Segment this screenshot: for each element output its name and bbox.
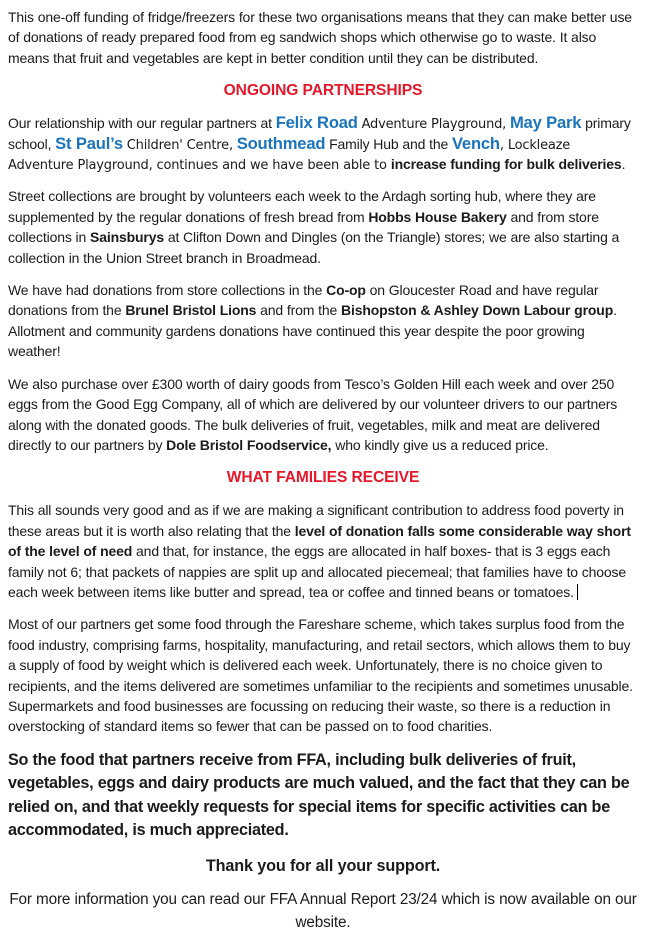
text-cursor	[577, 584, 579, 600]
text-segment: at Clifton Down and Dingles (on the Triangle) stores; we are also starting a collection in the Union Street branch in Broadmead.	[8, 229, 620, 266]
text-segment: Street collections are brought by volunteers each week to the Ardagh sorting hub, where they are supplemented by the regular donations of fresh bread from	[8, 188, 596, 225]
text-segment: increase funding for bulk deliveries	[390, 156, 622, 173]
text-segment: .	[621, 156, 626, 173]
text-segment: This one-off funding of fridge/freezers for these two organisations means that they can make better use of donations of ready prepared food from eg sandwich shops which otherwise go to waste. It also means that fruit and vegetables are kept in better condition until they can be distributed.	[8, 9, 632, 66]
heading-ongoing-partnerships: ONGOING PARTNERSHIPS	[223, 82, 423, 100]
paragraph-regular-partners	[8, 113, 638, 174]
text-segment: May Park	[509, 113, 582, 133]
text-segment: Our relationship with our regular partners at	[8, 115, 276, 132]
paragraph-ffa-summary	[8, 749, 638, 843]
text-segment: Co-op	[326, 282, 366, 299]
text-segment: This all sounds very good and as if we are making a significant contribution to address food poverty in these areas but it is worth also relating that the	[8, 502, 624, 539]
text-segment: Dole Bristol Foodservice,	[166, 436, 332, 453]
text-segment: For more information you can read our FFA Annual Report 23/24 which is now available on our website.	[9, 891, 637, 932]
text-segment: . Allotment and community gardens donations have continued this year despite the poor growing weather!	[8, 302, 617, 360]
article-body	[8, 7, 638, 934]
text-segment: Bishopston & Ashley Down Labour group	[341, 302, 614, 319]
text-segment: , Lockleaze Adventure Playground, continues and we have been able to	[8, 137, 571, 174]
text-segment: who kindly give us a reduced price.	[331, 436, 549, 453]
text-segment: and from store collections in	[8, 208, 599, 246]
text-segment: We have had donations from store collections in the	[8, 282, 327, 299]
text-segment: Hobbs House Bakery	[368, 208, 507, 225]
text-segment: and that, for instance, the eggs are allocated in half boxes- that is 3 eggs each family not 6; that packets of nappies are split up and allocated piecemeal; that families have to choose each week between items like butter and spread, tea or coffee and tinned beans or tomatoes.	[8, 543, 627, 600]
text-segment: Brunel Bristol Lions	[125, 302, 257, 319]
text-segment: on Gloucester Road and have regular donations from the	[8, 282, 599, 319]
paragraph-fridge-funding	[8, 7, 638, 68]
text-segment: Most of our partners get some food through the Fareshare scheme, which takes surplus food from the food industry, comprising farms, hospitality, manufacturing, and retail sectors, which allows them to buy a supply of food by weight which is delivered each week. Unfortunately, there is no choice given to recipients, and the items delivered are sometimes unfamiliar to the recipients and sometimes unusable. Supermarkets and food businesses are focussing on reducing their waste, so there is a reduction in overstocking of standard items so fewer that can be passed on to food charities.	[8, 616, 633, 735]
paragraph-coop-donations	[8, 280, 638, 362]
text-segment: level of donation falls some considerable way short of the level of need	[8, 522, 631, 560]
paragraph-annual-report	[8, 888, 638, 934]
text-segment: Felix Road	[275, 113, 358, 133]
text-segment: Thank you for all your support.	[205, 857, 441, 876]
text-segment: So the food that partners receive from FFA, including bulk deliveries of fruit, vegetables, eggs and dairy products are much valued, and the fact that they can be relied on, and that weekly requests for special items for specific activities can be accommodated, is much appreciated.	[8, 750, 630, 839]
paragraph-fareshare	[8, 614, 638, 736]
heading-what-families-receive: WHAT FAMILIES RECEIVE	[226, 469, 420, 487]
paragraph-dairy-purchases	[8, 374, 638, 456]
text-segment: We also purchase over £300 worth of dairy goods from Tesco’s Golden Hill each week and over 250 eggs from the Good Egg Company, all of which are delivered by our volunteer drivers to our partners along with the donated goods. The bulk deliveries of fruit, vegetables, milk and meat are delivered directly to our partners by	[8, 375, 618, 453]
text-segment: Adventure Playground,	[361, 117, 507, 133]
paragraph-donation-shortfall	[8, 500, 638, 602]
text-segment: Sainsburys	[90, 229, 164, 246]
text-segment: Southmead	[236, 133, 326, 153]
text-segment: Vench	[451, 133, 500, 153]
text-segment: Family Hub and the	[325, 135, 452, 152]
text-segment: Children' Centre,	[126, 137, 233, 153]
text-segment: and from the	[256, 302, 341, 319]
paragraph-thank-you	[8, 855, 638, 878]
text-segment: St Paul’s	[55, 133, 123, 153]
text-segment: primary school,	[8, 115, 631, 152]
paragraph-street-collections	[8, 186, 638, 268]
